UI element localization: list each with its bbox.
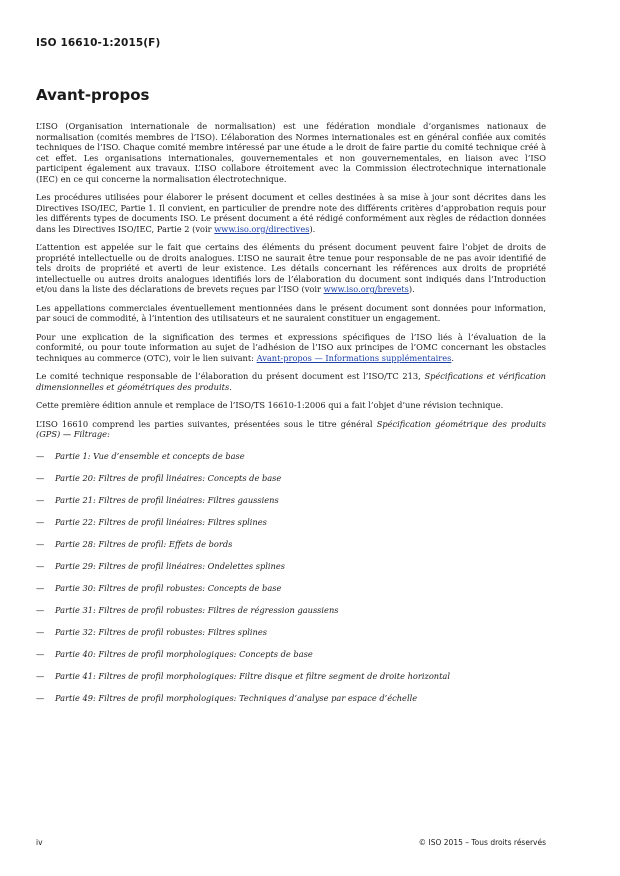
paragraph-parts-intro: L’ISO 16610 comprend les parties suivantes, présentées sous le titre général Spécification géométrique des produits (GPS) — Filtrage: bbox=[36, 418, 546, 439]
list-item: — Partie 32: Filtres de profil robustes: Filtres splines bbox=[36, 626, 267, 637]
patents-link[interactable]: www.iso.org/brevets bbox=[323, 284, 409, 294]
list-item: — Partie 30: Filtres de profil robustes: Concepts de base bbox=[36, 582, 282, 593]
list-dash: — bbox=[36, 626, 45, 637]
list-item: — Partie 41: Filtres de profil morphologiques: Filtre disque et filtre segment de droite horizontal bbox=[36, 670, 450, 681]
list-item: — Partie 28: Filtres de profil: Effets de bords bbox=[36, 538, 233, 549]
list-dash: — bbox=[36, 560, 45, 571]
list-dash: — bbox=[36, 648, 45, 659]
list-item: — Partie 40: Filtres de profil morphologiques: Concepts de base bbox=[36, 648, 313, 659]
paragraph-edition: Cette première édition annule et remplace de l’ISO/TS 16610-1:2006 qui a fait l’objet d’une révision technique. bbox=[36, 400, 504, 410]
paragraph-committee: Le comité technique responsable de l’élaboration du présent document est l’ISO/TC 213, Spécifications et vérification dimensionnelles et géométriques des produits. bbox=[36, 371, 546, 392]
list-dash: — bbox=[36, 450, 45, 461]
paragraph-iso-definition: L’ISO (Organisation internationale de normalisation) est une fédération mondiale d’organismes nationaux de normalisation (comités membres de l’ISO). L’élaboration des Normes internationales est en général confiée aux comités techniques de l’ISO. Chaque comité membre intéressé par une étude a le droit de faire partie du comité technique créé à cet effet. Les organisations internationales, gouvernementales et non gouvernementales, en liaison avec l’ISO participent également aux travaux. L’ISO collabore étroitement avec la Commission électrotechnique internationale (IEC) en ce qui concerne la normalisation électrotechnique. bbox=[36, 121, 546, 184]
paragraph-patents: L’attention est appelée sur le fait que certains des éléments du présent document peuvent faire l’objet de droits de propriété intellectuelle ou de droits analogues. L’ISO ne saurait être tenue pour responsable de ne pas avoir identifié de tels droits de propriété et averti de leur existence. Les détails concernant les références aux droits de propriété intellectuelle ou autres droits analogues identifiés lors de l’élaboration du document sont indiqués dans l’Introduction et/ou dans la liste des déclarations de brevets reçues par l’ISO (voir www.iso.org/brevets). bbox=[36, 242, 546, 294]
document-page bbox=[36, 0, 546, 876]
section-title: Avant-propos bbox=[36, 86, 150, 104]
paragraph-conformity: Pour une explication de la signification des termes et expressions spécifiques de l’ISO liés à l’évaluation de la conformité, ou pour toute information au sujet de l’adhésion de l’ISO aux principes de l’OMC concernant les obstacles techniques au commerce (OTC), voir le lien suivant: Avant-propos — Informations supplémentaires. bbox=[36, 331, 546, 363]
list-dash: — bbox=[36, 494, 45, 505]
list-item: — Partie 20: Filtres de profil linéaires: Concepts de base bbox=[36, 472, 282, 483]
copyright-notice: © ISO 2015 – Tous droits réservés bbox=[418, 838, 546, 847]
list-item: — Partie 31: Filtres de profil robustes: Filtres de régression gaussiens bbox=[36, 604, 339, 615]
paragraph-procedures: Les procédures utilisées pour élaborer le présent document et celles destinées à sa mise à jour sont décrites dans les Directives ISO/IEC, Partie 1. Il convient, en particulier de prendre note des différents critères d’approbation requis pour les différents types de documents ISO. Le présent document a été rédigé conformément aux règles de rédaction données dans les Directives ISO/IEC, Partie 2 (voir www.iso.org/directives). bbox=[36, 192, 546, 234]
paragraph-trade-names: Les appellations commerciales éventuellement mentionnées dans le présent document sont données pour information, par souci de commodité, à l’intention des utilisateurs et ne sauraient constituer un engagement. bbox=[36, 302, 546, 323]
list-item: — Partie 49: Filtres de profil morphologiques: Techniques d’analyse par espace d’échelle bbox=[36, 692, 418, 703]
list-dash: — bbox=[36, 670, 45, 681]
list-item: — Partie 29: Filtres de profil linéaires: Ondelettes splines bbox=[36, 560, 285, 571]
list-dash: — bbox=[36, 604, 45, 615]
directives-link[interactable]: www.iso.org/directives bbox=[214, 223, 310, 234]
list-item: — Partie 22: Filtres de profil linéaires: Filtres splines bbox=[36, 516, 267, 527]
list-item: — Partie 1: Vue d’ensemble et concepts de base bbox=[36, 450, 245, 461]
supplementary-info-link[interactable]: Avant-propos — Informations supplémentaires bbox=[256, 352, 452, 363]
list-dash: — bbox=[36, 516, 45, 527]
parts-list bbox=[36, 451, 546, 715]
list-dash: — bbox=[36, 582, 45, 593]
document-id: ISO 16610-1:2015(F) bbox=[36, 37, 161, 49]
list-dash: — bbox=[36, 692, 45, 703]
list-dash: — bbox=[36, 538, 45, 549]
foreword-body bbox=[36, 121, 546, 715]
page-number: iv bbox=[36, 838, 43, 847]
list-dash: — bbox=[36, 472, 45, 483]
list-item: — Partie 21: Filtres de profil linéaires: Filtres gaussiens bbox=[36, 494, 279, 505]
page-footer bbox=[36, 838, 546, 850]
